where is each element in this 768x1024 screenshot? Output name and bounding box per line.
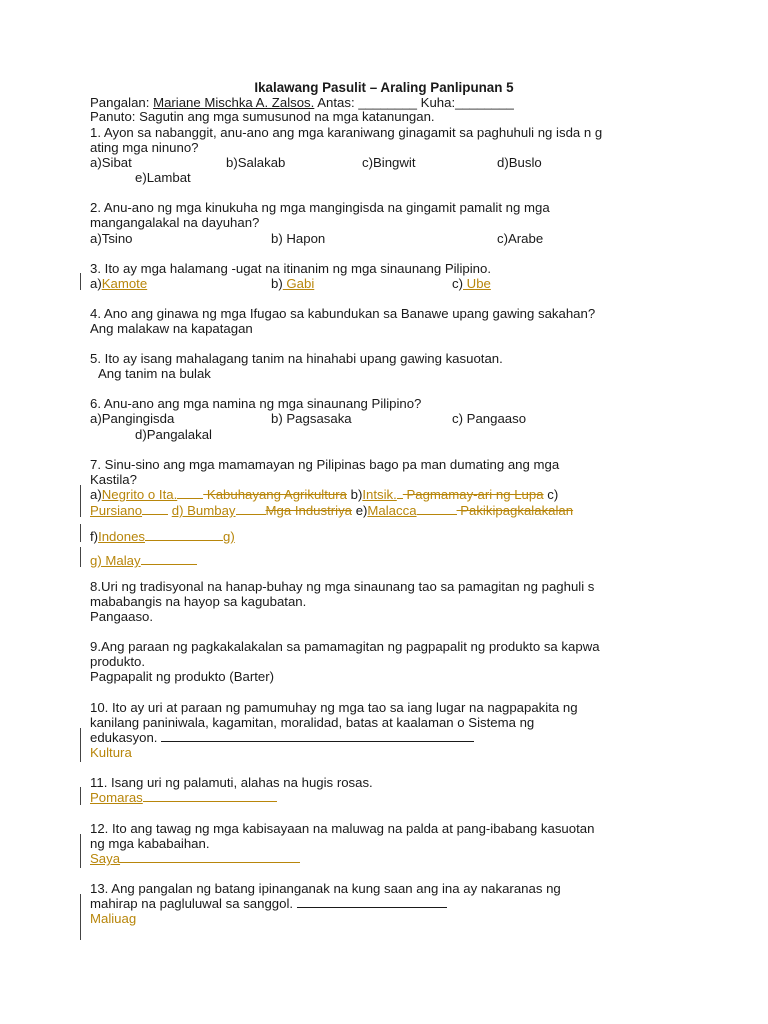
q7-e-prefix: e) [355,503,368,518]
q7-g-blank [141,553,197,565]
q1-option-b: b)Salakab [226,155,286,170]
q6-option-c: c) Pangaaso [452,411,527,426]
q11-answer-blank [143,790,277,802]
q7-line2: Kastila? [90,472,137,487]
q7-a-deleted: Kabuhayang Agrikultura [203,487,347,502]
pangalan-label: Pangalan: [90,95,150,110]
q2-option-c: c)Arabe [497,231,544,246]
cursor-bar [80,524,81,542]
q6-option-a: a)Pangingisda [90,411,175,426]
q12-answer[interactable]: Saya [90,851,121,866]
cursor-bar [80,834,81,868]
q7-e-blank [417,503,457,515]
q7-answers-row2 [90,503,573,518]
q10-line3-text: edukasyon. [90,730,158,745]
q7-c-answer[interactable]: Pursiano [90,503,143,518]
q3-a-answer[interactable]: Kamote [101,276,148,291]
kuha-label: Kuha:________ [420,95,514,110]
q4-answer[interactable]: Ang malakaw na kapatagan [90,321,253,336]
quiz-title: Ikalawang Pasulit – Araling Panlipunan 5 [254,80,514,95]
cursor-bar [80,547,81,567]
q12-line2: ng mga kababaihan. [90,836,210,851]
q1-option-d: d)Buslo [497,155,542,170]
q7-d-answer[interactable]: d) Bumbay [171,503,236,518]
q13-line1: 13. Ang pangalan ng batang ipinanganak na kung saan ang ina ay nakaranas ng [90,881,561,896]
cursor-bar [80,273,81,290]
q7-f-blank [145,529,223,541]
q7-c-prefix: c) [547,487,559,502]
q7-b-deleted: Pagmamay-ari ng Lupa [402,487,544,502]
q6-option-b: b) Pagsasaka [271,411,352,426]
cursor-bar [80,894,81,940]
q7-g-answer[interactable]: g) Malay [90,553,141,568]
q13-answer[interactable]: Maliuag [90,911,137,926]
q12-answer-row [90,851,300,866]
q7-b-prefix: b) [350,487,363,502]
q3-option-a [90,276,147,291]
q7-answers-row3 [90,529,235,544]
q2-line2: mangangalakal na dayuhan? [90,215,260,230]
q11-line1: 11. Isang uri ng palamuti, alahas na hugis rosas. [90,775,373,790]
q3-option-b [271,276,314,291]
q1-option-c: c)Bingwit [362,155,416,170]
q10-line3 [90,730,474,745]
q7-f-prefix: f) [90,529,99,544]
q5-answer[interactable]: Ang tanim na bulak [98,366,211,381]
q10-line1: 10. Ito ay uri at paraan ng pamumuhay ng mga tao sa iang lugar na nagpapakita ng [90,700,578,715]
panuto: Panuto: Sagutin ang mga sumusunod na mga katanungan. [90,109,435,124]
q6-line1: 6. Anu-ano ang mga namina ng mga sinaunang Pilipino? [90,396,422,411]
q9-answer[interactable]: Pagpapalit ng produkto (Barter) [90,669,275,684]
q8-line1: 8.Uri ng tradisyonal na hanap-buhay ng mga sinaunang tao sa pamagitan ng paghuli s [90,579,595,594]
cursor-bar [80,787,81,805]
q7-answers-row4 [90,553,197,568]
q7-c-blank [142,503,168,515]
q13-line2 [90,896,447,911]
q3-b-prefix: b) [271,276,283,291]
q10-answer-blank[interactable] [161,730,474,742]
q7-answers-row1 [90,487,558,502]
q7-line1: 7. Sinu-sino ang mga mamamayan ng Pilipinas bago pa man dumating ang mga [90,457,560,472]
q3-line1: 3. Ito ay mga halamang -ugat na itinanim ng mga sinaunang Pilipino. [90,261,492,276]
q3-a-prefix: a) [90,276,102,291]
cursor-bar [80,728,81,762]
q8-line2: mababangis na hayop sa kagubatan. [90,594,307,609]
q3-c-prefix: c) [452,276,463,291]
q3-c-answer[interactable]: Ube [463,276,491,291]
q7-a-prefix: a) [90,487,102,502]
q13-answer-blank[interactable] [297,896,447,908]
q1-option-e: e)Lambat [135,170,191,185]
q9-line1: 9.Ang paraan ng pagkakalakalan sa pamamagitan ng pagpapalit ng produkto sa kapwa [90,639,600,654]
cursor-bar [80,485,81,517]
q7-f-tail[interactable]: g) [223,529,235,544]
q12-line1: 12. Ito ang tawag ng mga kabisayaan na maluwag na palda at pang-ibabang kasuotan [90,821,595,836]
q7-d-blank [236,503,266,515]
q2-line1: 2. Anu-ano ng mga kinukuha ng mga mangingisda na gingamit pamalit ng mga [90,200,550,215]
q13-line2-text: mahirap na pagluluwal sa sanggol. [90,896,294,911]
q12-answer-blank [120,851,300,863]
q3-b-answer[interactable]: Gabi [282,276,315,291]
q5-line1: 5. Ito ay isang mahalagang tanim na hinahabi upang gawing kasuotan. [90,351,503,366]
q11-answer-row [90,790,277,805]
q7-a-blank [177,487,203,499]
q11-answer[interactable]: Pomaras [90,790,143,805]
q8-answer[interactable]: Pangaaso. [90,609,154,624]
q7-b-answer[interactable]: Intsik. [362,487,397,502]
q4-line1: 4. Ano ang ginawa ng mga Ifugao sa kabundukan sa Banawe upang gawing sakahan? [90,306,596,321]
q7-e-answer[interactable]: Malacca [367,503,417,518]
header-line [90,95,514,110]
q2-option-b: b) Hapon [271,231,326,246]
q7-d-deleted: Mga Industriya [265,503,353,518]
q7-e-deleted: Pakikipagkalakalan [456,503,574,518]
q1-line1: 1. Ayon sa nabanggit, anu-ano ang mga karaniwang ginagamit sa paghuhuli ng isda n g [90,125,603,140]
q7-f-answer[interactable]: Indones [98,529,145,544]
q1-option-a: a)Sibat [90,155,132,170]
q10-answer[interactable]: Kultura [90,745,132,760]
q2-option-a: a)Tsino [90,231,133,246]
q9-line2: produkto. [90,654,145,669]
q1-line2: ating mga ninuno? [90,140,199,155]
q6-option-d: d)Pangalakal [135,427,212,442]
pangalan-value[interactable]: Mariane Mischka A. Zalsos. [153,95,315,110]
q3-option-c [452,276,491,291]
antas-label: Antas: ________ [317,95,417,110]
q7-a-answer[interactable]: Negrito o Ita. [101,487,178,502]
q10-line2: kanilang paniniwala, kagamitan, moralidad, batas at kaalaman o Sistema ng [90,715,535,730]
